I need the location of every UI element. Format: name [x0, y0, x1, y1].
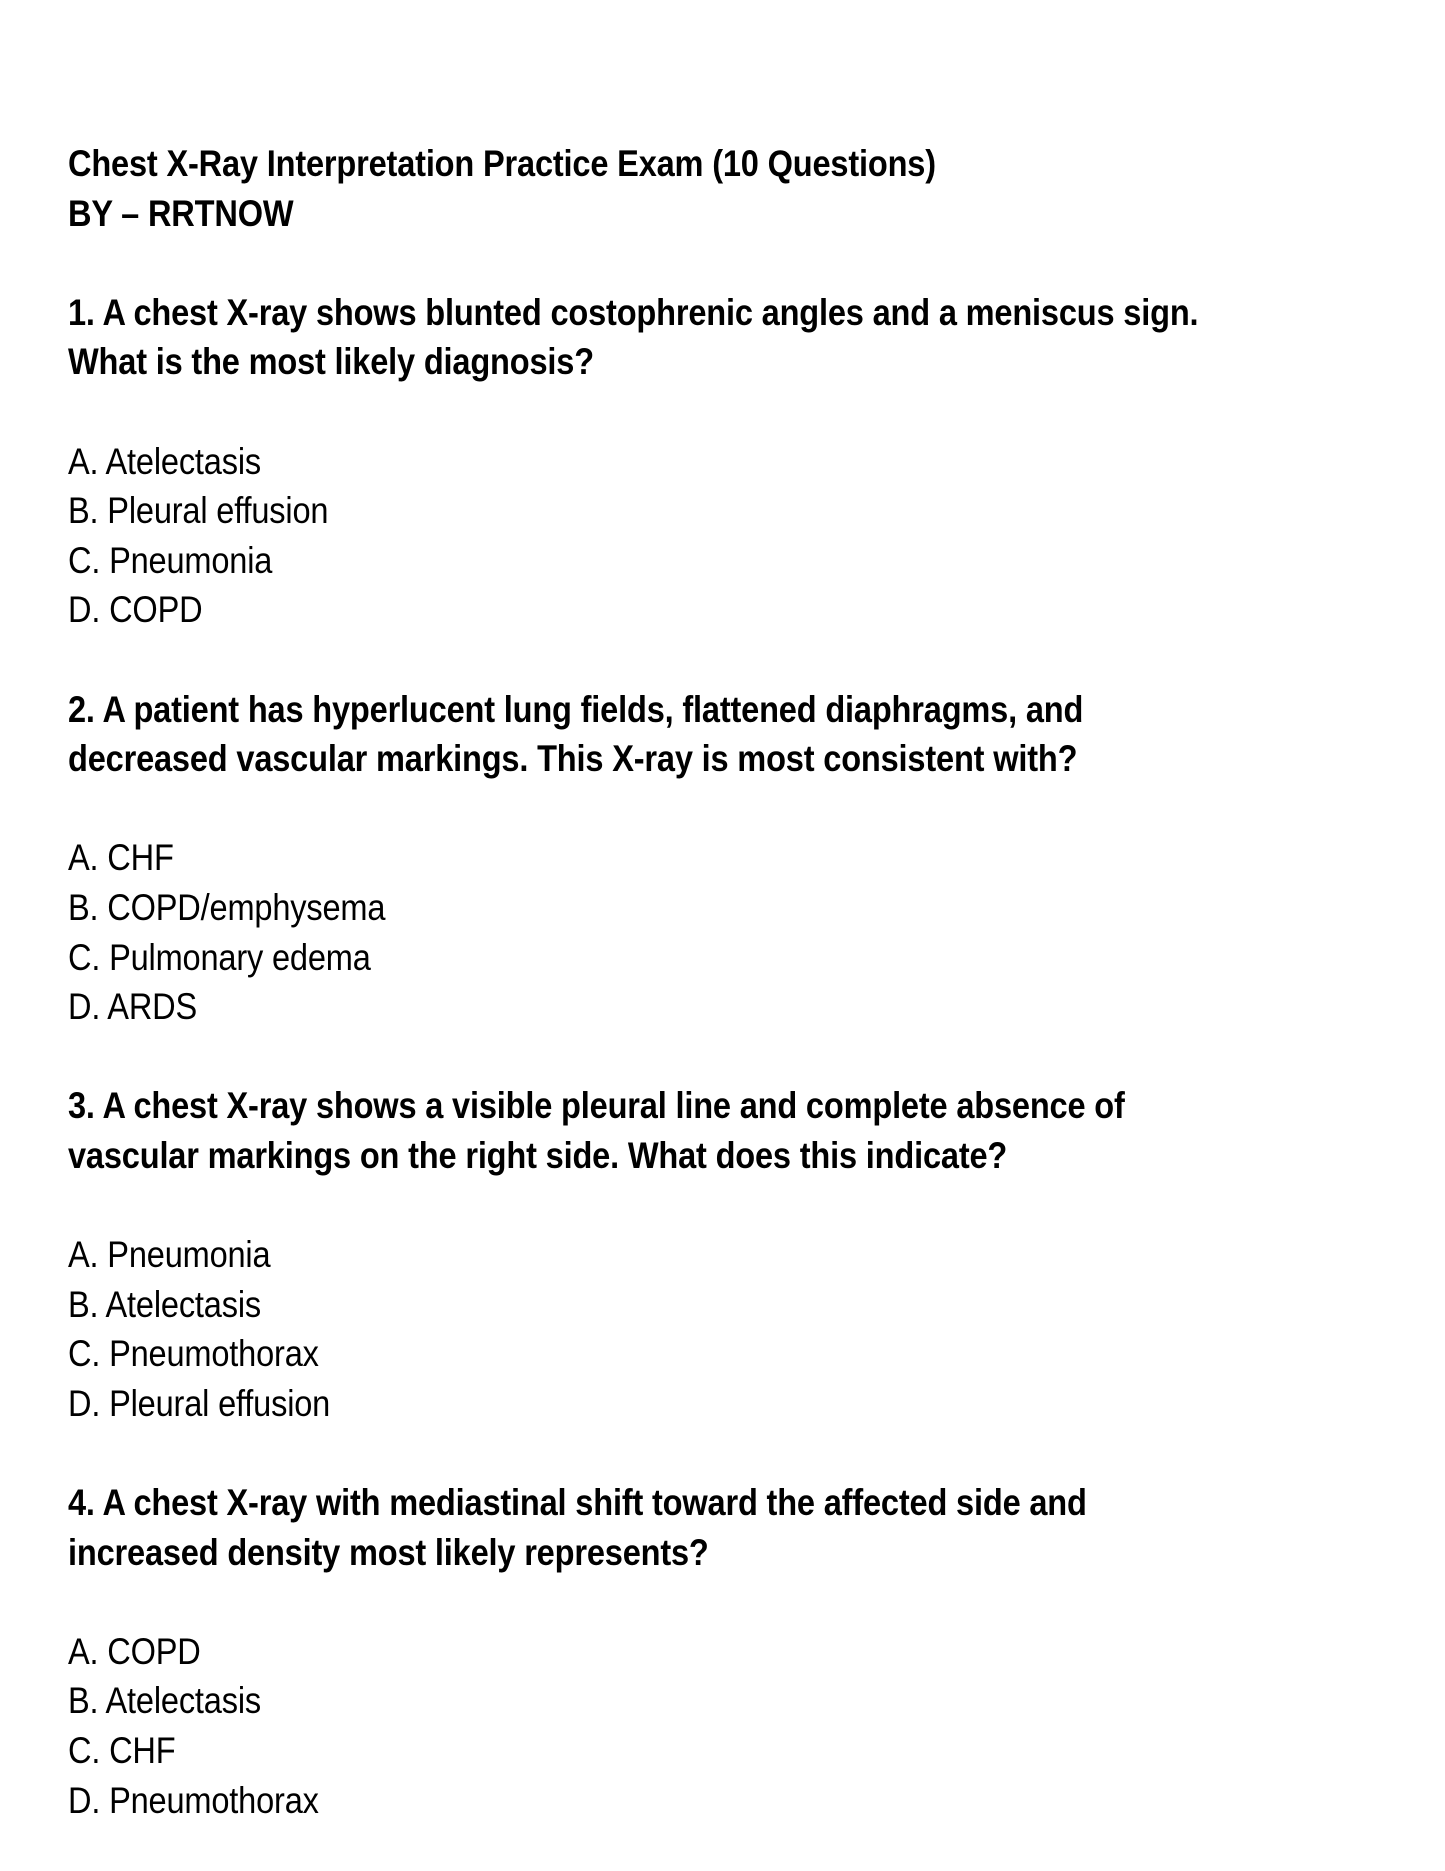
question-3-option-c: C. Pneumothorax: [68, 1333, 319, 1375]
question-4-option-b: B. Atelectasis: [68, 1680, 261, 1722]
exam-title: Chest X-Ray Interpretation Practice Exam (10 Questions): [68, 143, 936, 184]
question-4-option-c: C. CHF: [68, 1730, 176, 1771]
question-4-line-1: 4. A chest X-ray with mediastinal shift toward the affected side and: [68, 1482, 1087, 1524]
question-4-options: [68, 1627, 1445, 1825]
question-1-line-1: 1. A chest X-ray shows blunted costophrenic angles and a meniscus sign.: [68, 291, 1199, 333]
question-3-option-a: A. Pneumonia: [68, 1234, 271, 1276]
question-2-option-d: D. ARDS: [68, 986, 198, 1028]
question-3-line-2: vascular markings on the right side. What does this indicate?: [68, 1134, 1008, 1176]
question-1-text: [68, 288, 1445, 387]
question-1-option-d: D. COPD: [68, 589, 203, 631]
question-1-line-2: What is the most likely diagnosis?: [68, 341, 594, 383]
question-3-options: [68, 1230, 1445, 1428]
question-2-options: [68, 833, 1445, 1031]
question-2-line-2: decreased vascular markings. This X-ray is most consistent with?: [68, 738, 1078, 780]
question-4-line-2: increased density most likely represents?: [68, 1531, 709, 1573]
exam-content: [68, 139, 1445, 1825]
question-3-line-1: 3. A chest X-ray shows a visible pleural line and complete absence of: [68, 1085, 1125, 1127]
question-3-option-d: D. Pleural effusion: [68, 1382, 331, 1424]
question-3-text: [68, 1081, 1445, 1180]
question-4-option-d: D. Pneumothorax: [68, 1779, 319, 1821]
question-2-option-b: B. COPD/emphysema: [68, 886, 386, 928]
question-4-text: [68, 1478, 1445, 1577]
question-1-options: [68, 437, 1445, 635]
question-3-option-b: B. Atelectasis: [68, 1283, 261, 1325]
question-2-text: [68, 685, 1445, 784]
exam-byline: BY – RRTNOW: [68, 192, 294, 234]
question-1-option-c: C. Pneumonia: [68, 539, 273, 581]
exam-header: [68, 139, 1445, 238]
question-1-option-a: A. Atelectasis: [68, 440, 261, 482]
question-1-option-b: B. Pleural effusion: [68, 490, 329, 532]
question-2-option-a: A. CHF: [68, 837, 174, 879]
question-2-line-1: 2. A patient has hyperlucent lung fields, flattened diaphragms, and: [68, 688, 1084, 730]
question-4-option-a: A. COPD: [68, 1630, 201, 1672]
question-2-option-c: C. Pulmonary edema: [68, 936, 371, 978]
